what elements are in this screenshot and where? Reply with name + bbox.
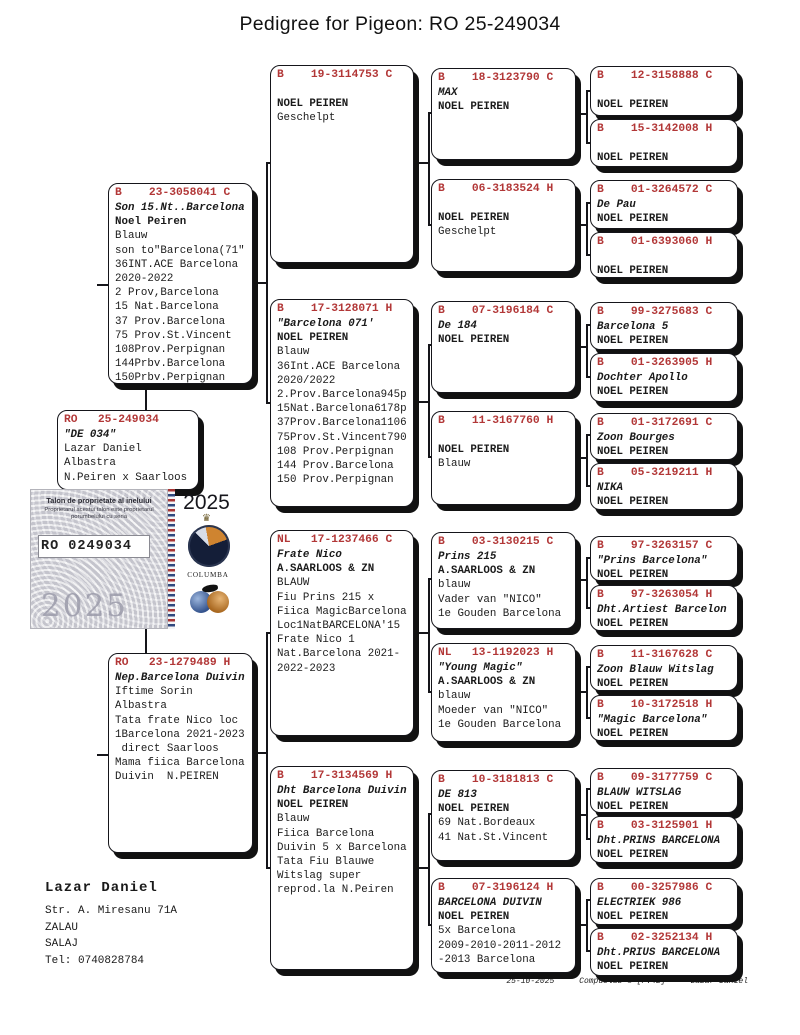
pedigree-line: 108Prov.Perpignan: [115, 344, 226, 357]
connector-line: [97, 284, 108, 286]
pedigree-box-g3-1: [270, 65, 414, 263]
pedigree-line: 36Int.ACE Barcelona: [277, 360, 401, 373]
connector-line: [266, 163, 268, 404]
pedigree-box-g4-6: [431, 643, 576, 742]
pedigree-line: -2013 Barcelona: [438, 953, 536, 966]
ring-number: B 03-3130215 C: [438, 536, 554, 548]
pedigree-line: 2020-2022: [115, 273, 174, 286]
pedigree-box-g3-3: [270, 530, 414, 736]
pedigree-box-g5-8: [590, 463, 738, 510]
pedigree-line: blauw: [438, 579, 471, 592]
pedigree-line: NOEL PEIREN: [597, 911, 669, 924]
pedigree-box-g5-12: [590, 695, 738, 741]
connector-line: [586, 558, 588, 609]
pedigree-line: MAX: [438, 87, 458, 99]
owner-address: Str. A. Miresanu 71A: [45, 905, 178, 917]
pedigree-box-g5-3: [590, 180, 738, 229]
connector-line: [586, 435, 588, 487]
pedigree-line: Dht.PRIUS BARCELONA: [597, 947, 721, 959]
pedigree-line: ELECTRIEK 986: [597, 897, 682, 909]
pedigree-line: NOEL PEIREN: [438, 334, 510, 347]
pedigree-line: NOEL PEIREN: [438, 803, 510, 816]
ring-number: RO 23-1279489 H: [115, 657, 231, 669]
pedigree-line: NOEL PEIREN: [438, 911, 510, 924]
ring-number: B 00-3257986 C: [597, 882, 713, 894]
pedigree-line: Fiica MagicBarcelona: [277, 605, 407, 618]
pedigree-line: NOEL PEIREN: [277, 98, 349, 111]
ring-number: B 97-3263157 C: [597, 540, 713, 552]
pedigree-box-g5-10: [590, 585, 738, 631]
pedigree-line: Dochter Apollo: [597, 372, 688, 384]
pedigree-box-g4-2: [431, 179, 576, 272]
connector-line: [586, 325, 588, 378]
pedigree-line: 144Prbv.Barcelona: [115, 358, 226, 371]
pedigree-line: NOEL PEIREN: [597, 618, 669, 631]
pedigree-line: A.SAARLOOS & ZN: [438, 676, 536, 689]
pedigree-line: [277, 83, 410, 97]
pedigree-line: "DE 034": [64, 429, 116, 441]
pedigree-line: N.Peiren x Saarloos: [64, 471, 188, 484]
ring-number: B 17-3134569 H: [277, 770, 393, 782]
pedigree-line: Moeder van "NICO": [438, 704, 549, 717]
connector-line: [428, 814, 430, 926]
perforation-strip: [168, 489, 175, 629]
ring-number: B 03-3125901 H: [597, 820, 713, 832]
pedigree-line: Albastra: [64, 457, 116, 470]
pedigree-box-g4-8: [431, 878, 576, 973]
pedigree-line: 144 Prov.Barcelona: [277, 460, 394, 473]
ring-number: RO 25-249034: [64, 414, 159, 426]
connector-line: [97, 754, 108, 756]
pedigree-line: reprod.la N.Peiren: [277, 884, 394, 897]
pedigree-line: 150 Prov.Perpignan: [277, 474, 394, 487]
pedigree-line: Prins 215: [438, 551, 497, 563]
ring-number: B 01-6393060 H: [597, 236, 713, 248]
pedigree-line: NIKA: [597, 482, 623, 494]
pedigree-line: "Barcelona 071': [277, 318, 375, 330]
pedigree-line: NOEL PEIREN: [597, 213, 669, 226]
pedigree-line: Noel Peiren: [115, 216, 187, 229]
footer: [0, 977, 748, 986]
pedigree-line: NOEL PEIREN: [597, 496, 669, 509]
pedigree-box-g3-4: [270, 766, 414, 970]
ring-number: B 19-3114753 C: [277, 69, 393, 81]
federation-logo-icon: [190, 584, 230, 618]
pedigree-line: Mama fiica Barcelona: [115, 757, 245, 770]
pedigree-box-g4-3: [431, 301, 576, 393]
pedigree-line: "Prins Barcelona": [597, 555, 708, 567]
ring-number: B 05-3219211 H: [597, 467, 713, 479]
pedigree-line: 36INT.ACE Barcelona: [115, 258, 239, 271]
pedigree-line: 1e Gouden Barcelona: [438, 607, 562, 620]
page-title: Pedigree for Pigeon: RO 25-249034: [239, 13, 561, 35]
connector-line: [586, 203, 588, 256]
owner-county: SALAJ: [45, 938, 79, 950]
pedigree-box-sire: [108, 183, 253, 384]
pedigree-line: Blauw: [438, 458, 471, 471]
pedigree-box-g3-2: [270, 299, 414, 507]
pedigree-line: Blauw: [277, 813, 310, 826]
ring-number: B 23-3058041 C: [115, 187, 231, 199]
pedigree-line: NOEL PEIREN: [277, 332, 349, 345]
pedigree-box-g5-4: [590, 232, 738, 278]
ring-number: B 10-3181813 C: [438, 774, 554, 786]
ring-number: B 02-3252134 H: [597, 932, 713, 944]
owner-phone: Tel: 0740828784: [45, 954, 145, 967]
connector-line: [266, 633, 268, 869]
pedigree-line: Geschelpt: [277, 112, 336, 125]
pedigree-line: 69 Nat.Bordeaux: [438, 817, 536, 830]
ring-number: B 97-3263054 H: [597, 589, 713, 601]
pedigree-line: Fiu Prins 215 x: [277, 591, 375, 604]
ring-number: B 01-3172691 C: [597, 417, 713, 429]
pedigree-line: Nep.Barcelona Duivin: [115, 672, 245, 684]
pedigree-line: NOEL PEIREN: [597, 446, 669, 459]
pedigree-line: 2022-2023: [277, 662, 336, 675]
pedigree-box-g5-16: [590, 928, 738, 976]
footer-date: 25-10-2025: [506, 977, 555, 986]
pedigree-line: 2.Prov.Barcelona945p: [277, 389, 407, 402]
pedigree-line: 37 Prov.Barcelona: [115, 315, 226, 328]
pedigree-line: Witslag super: [277, 870, 362, 883]
ring-number: B 11-3167628 C: [597, 649, 713, 661]
pedigree-line: Blauw: [115, 230, 148, 243]
pedigree-line: Dht.PRINS BARCELONA: [597, 835, 721, 847]
ring-number: NL 13-1192023 H: [438, 647, 554, 659]
owner-city: ZALAU: [45, 921, 79, 934]
pedigree-line: Tata Fiu Blauwe: [277, 856, 375, 869]
pedigree-line: Frate Nico: [277, 549, 342, 561]
pedigree-box-g5-9: [590, 536, 738, 581]
pedigree-line: De 184: [438, 320, 477, 332]
footer-owner: Lazar Daniel: [690, 977, 748, 986]
ring-number: B 17-3128071 H: [277, 303, 393, 315]
pedigree-line: NOEL PEIREN: [597, 728, 669, 741]
pedigree-line: 2009-2010-2011-2012: [438, 939, 562, 952]
pedigree-line: [438, 429, 572, 443]
pedigree-line: Albastra: [115, 700, 167, 713]
pedigree-line: 150Prbv.Perpignan: [115, 372, 226, 384]
pedigree-line: Barcelona 5: [597, 321, 669, 333]
pedigree-line: Frate Nico 1: [277, 634, 355, 647]
connector-line: [145, 383, 147, 410]
ring-serial: RO 0249034: [38, 535, 150, 558]
pedigree-line: [597, 250, 734, 264]
ring-number: B 09-3177759 C: [597, 772, 713, 784]
pedigree-line: NOEL PEIREN: [597, 265, 669, 278]
pedigree-line: [438, 197, 572, 211]
ring-number: B 01-3264572 C: [597, 184, 713, 196]
pedigree-line: NOEL PEIREN: [597, 961, 669, 974]
pedigree-box-g5-14: [590, 816, 738, 863]
pedigree-line: Fiica Barcelona: [277, 827, 375, 840]
pedigree-line: blauw: [438, 690, 471, 703]
columba-label: COLUMBA: [187, 571, 229, 579]
pedigree-line: NOEL PEIREN: [597, 849, 669, 862]
connector-line: [428, 579, 430, 693]
owner-block: [45, 880, 177, 969]
pedigree-line: NOEL PEIREN: [597, 386, 669, 399]
pedigree-line: Blauw: [277, 346, 310, 359]
pedigree-line: BARCELONA DUIVIN: [438, 897, 542, 909]
globe-orange-icon: [207, 591, 229, 613]
pedigree-box-g4-5: [431, 532, 576, 629]
pedigree-line: A.SAARLOOS & ZN: [277, 563, 375, 576]
pedigree-line: 75Prov.St.Vincent790: [277, 431, 407, 444]
pedigree-line: Lazar Daniel: [64, 443, 142, 456]
pedigree-line: NOEL PEIREN: [438, 444, 510, 457]
pedigree-box-g5-5: [590, 302, 738, 350]
pedigree-line: 5x Barcelona: [438, 925, 516, 938]
pedigree-line: NOEL PEIREN: [438, 101, 510, 114]
pedigree-line: "Young Magic": [438, 662, 523, 674]
ring-number: B 12-3158888 C: [597, 70, 713, 82]
pedigree-line: direct Saarloos: [115, 743, 219, 756]
ring-number: B 07-3196184 C: [438, 305, 554, 317]
pedigree-line: [597, 137, 734, 151]
pedigree-line: Duivin N.PEIREN: [115, 771, 219, 784]
pedigree-line: 15Nat.Barcelona6178p: [277, 403, 407, 416]
connector-line: [428, 345, 430, 458]
crown-icon: ♛: [202, 513, 211, 524]
pedigree-line: Geschelpt: [438, 226, 497, 239]
pedigree-line: Dht Barcelona Duivin: [277, 785, 407, 797]
pedigree-box-g5-7: [590, 413, 738, 460]
pedigree-line: [597, 84, 734, 98]
pedigree-line: NOEL PEIREN: [597, 152, 669, 165]
pedigree-box-g4-1: [431, 68, 576, 160]
pedigree-line: A.SAARLOOS & ZN: [438, 565, 536, 578]
pedigree-line: Nat.Barcelona 2021-: [277, 648, 401, 661]
pedigree-line: DE 813: [438, 789, 477, 801]
pedigree-line: 15 Nat.Barcelona: [115, 301, 219, 314]
connector-line: [586, 91, 588, 144]
pedigree-box-g5-1: [590, 66, 738, 116]
pedigree-box-g5-15: [590, 878, 738, 925]
ring-number: B 01-3263905 H: [597, 357, 713, 369]
pedigree-line: BLAUW WITSLAG: [597, 787, 682, 799]
pedigree-line: Iftime Sorin: [115, 686, 193, 699]
pedigree-line: Tata frate Nico loc: [115, 714, 239, 727]
pedigree-line: Zoon Blauw Witslag: [597, 664, 714, 676]
pedigree-line: 75 Prov.St.Vincent: [115, 329, 232, 342]
pedigree-line: Loc1NatBARCELONA'15: [277, 620, 401, 633]
footer-app: Compuclub © [P.42]: [579, 977, 666, 986]
pedigree-box-g5-13: [590, 768, 738, 813]
connector-line: [586, 667, 588, 719]
pedigree-line: Duivin 5 x Barcelona: [277, 841, 407, 854]
pedigree-line: NOEL PEIREN: [597, 335, 669, 348]
talon-title: Talon de proprietate al inelului: [46, 496, 152, 505]
ring-number: B 07-3196124 H: [438, 882, 554, 894]
pedigree-box-g4-4: [431, 411, 576, 505]
owner-name: Lazar Daniel: [45, 880, 158, 896]
pedigree-line: Zoon Bourges: [597, 432, 675, 444]
ring-number: B 99-3275683 C: [597, 306, 713, 318]
connector-line: [586, 900, 588, 952]
pedigree-box-subject: [57, 410, 199, 490]
pedigree-box-g5-6: [590, 353, 738, 402]
pedigree-line: Son 15.Nt..Barcelona: [115, 202, 245, 214]
pedigree-line: NOEL PEIREN: [597, 801, 669, 813]
ring-number: B 06-3183524 H: [438, 183, 554, 195]
pedigree-line: 2 Prov,Barcelona: [115, 287, 219, 300]
pedigree-line: NOEL PEIREN: [438, 212, 510, 225]
pedigree-line: 108 Prov.Perpignan: [277, 445, 394, 458]
pedigree-line: Vader van "NICO": [438, 593, 542, 606]
pedigree-line: BLAUW: [277, 577, 310, 590]
pedigree-line: NOEL PEIREN: [277, 799, 349, 812]
pedigree-line: De Pau: [597, 199, 636, 211]
ring-number: B 18-3123790 C: [438, 72, 554, 84]
ring-number: B 10-3172518 H: [597, 699, 713, 711]
pedigree-line: NOEL PEIREN: [597, 569, 669, 581]
pedigree-box-g5-2: [590, 119, 738, 167]
connector-line: [586, 789, 588, 840]
talon-card: [30, 489, 168, 629]
pedigree-box-g4-7: [431, 770, 576, 861]
ownership-talon: [30, 489, 230, 629]
ring-number: B 11-3167760 H: [438, 415, 554, 427]
pedigree-box-dam: [108, 653, 253, 853]
ring-number: B 15-3142008 H: [597, 123, 713, 135]
pedigree-line: NOEL PEIREN: [597, 678, 669, 691]
pedigree-line: "Magic Barcelona": [597, 714, 708, 726]
pedigree-line: son to"Barcelona(71": [115, 244, 245, 257]
talon-subtitle: Proprietarul acestui talon este proprietarul porumbelului cu seria: [44, 507, 154, 520]
pedigree-line: Dht.Artiest Barcelon: [597, 604, 727, 616]
pedigree-line: 1Barcelona 2021-2023: [115, 728, 245, 741]
columba-logo-icon: [188, 525, 230, 567]
pedigree-line: 37Prov.Barcelona1106: [277, 417, 407, 430]
pedigree-box-g5-11: [590, 645, 738, 691]
pedigree-line: NOEL PEIREN: [597, 99, 669, 112]
pedigree-line: 1e Gouden Barcelona: [438, 718, 562, 731]
pedigree-line: 2020/2022: [277, 374, 336, 387]
talon-year: 2025: [183, 491, 230, 514]
connector-line: [428, 113, 430, 226]
pedigree-line: 41 Nat.St.Vincent: [438, 831, 549, 844]
ring-number: NL 17-1237466 C: [277, 534, 393, 546]
talon-year-watermark: 2025: [41, 588, 128, 624]
